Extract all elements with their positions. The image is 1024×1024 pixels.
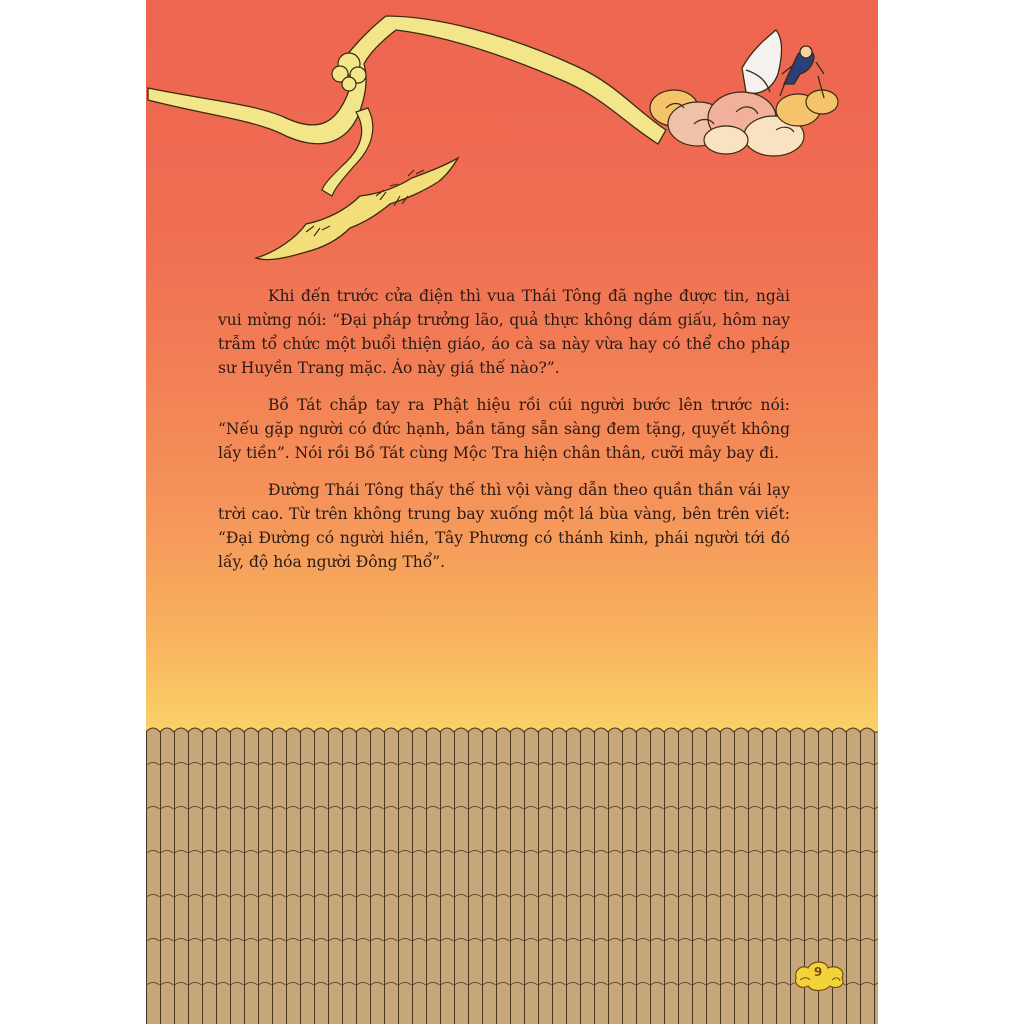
story-paragraph: Bồ Tát chắp tay ra Phật hiệu rồi cúi người bước lên trước nói: “Nếu gặp người có đức hạnh, bần tăng sẵn sàng đem tặng, quyết không lấy tiền”. Nói rồi Bồ Tát cùng Mộc Tra hiện chân thân, cưỡi mây bay đi. <box>218 396 790 462</box>
tiled-roof <box>146 722 878 1024</box>
bodhisattva-figure <box>742 30 824 98</box>
story-paragraph: Đường Thái Tông thấy thế thì vội vàng dẫn theo quần thần vái lạy trời cao. Từ trên không trung bay xuống một lá bùa vàng, bên trên viết: “Đại Đường có người hiền, Tây Phương có thánh kinh, phái người tới đó lấy, độ hóa người Đông Thổ”. <box>218 481 790 571</box>
story-text <box>218 284 790 587</box>
page-number: 9 <box>813 965 823 979</box>
sky-illustration <box>146 0 878 280</box>
book-page <box>146 0 878 1024</box>
page-number-badge <box>792 958 848 992</box>
roof-ridge <box>146 728 878 732</box>
cloud-cluster <box>650 90 838 156</box>
story-paragraph: Khi đến trước cửa điện thì vua Thái Tông đã nghe được tin, ngài vui mừng nói: “Đại pháp trưởng lão, quả thực không dám giấu, hôm nay trẫm tổ chức một buổi thiện giáo, áo cà sa này vừa hay có thể cho pháp sư Huyền Trang mặc. Áo này giá thế nào?”. <box>218 287 790 377</box>
golden-ribbon <box>148 16 666 144</box>
golden-decree-scroll <box>256 158 458 260</box>
